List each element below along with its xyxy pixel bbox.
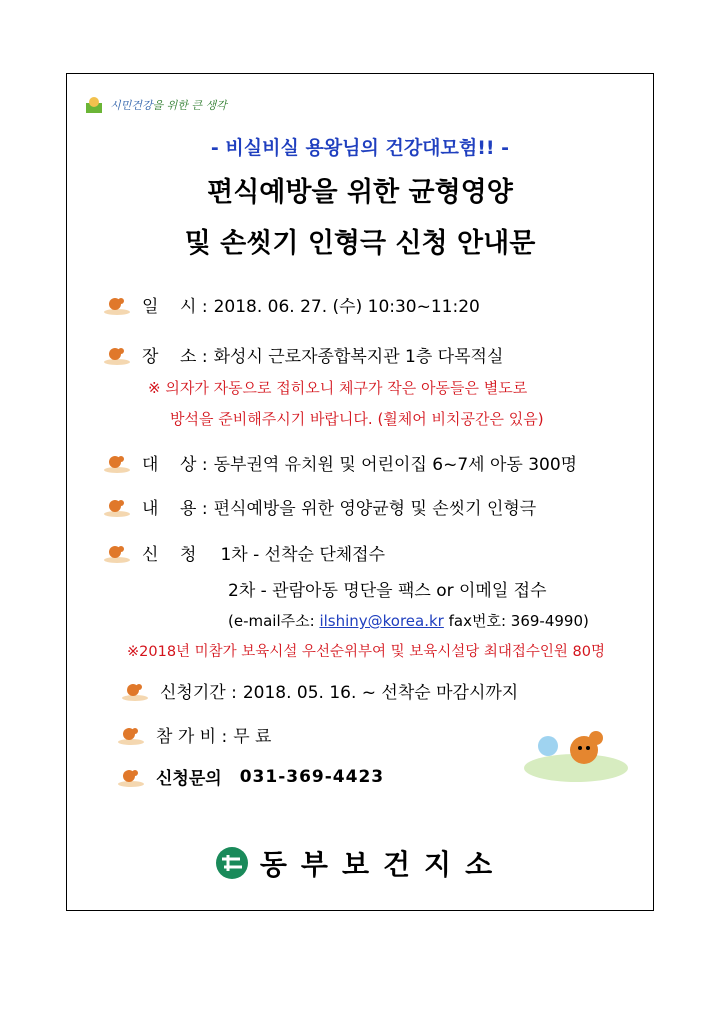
contact-suffix: fax번호: 369-4990) [443, 612, 589, 630]
content-label: 내 용 : [142, 499, 208, 519]
info-row-period [120, 678, 518, 703]
campaign-logo [84, 93, 227, 117]
character-bullet-icon [102, 496, 132, 518]
info-row-apply [102, 540, 385, 565]
apply-first-round: 1차 - 선착순 단체접수 [220, 545, 386, 565]
organization-name: 동부보건지소 [259, 848, 507, 881]
logo-text: 시민건강을 위한 큰 생각 [110, 99, 227, 112]
seating-notice-line-2: 방석을 준비해주시기 바랍니다. (휠체어 비치공간은 있음) [170, 410, 544, 428]
character-bullet-icon [120, 680, 150, 702]
fee-label: 참 가 비 : [156, 727, 228, 747]
apply-contact [228, 610, 589, 631]
inquiry-phone: 031-369-4423 [239, 766, 385, 787]
title-line-2: 및 손씻기 인형극 신청 안내문 [184, 228, 536, 259]
subtitle: - 비실비실 용왕님의 건강대모험!! - [210, 137, 510, 159]
contact-prefix: (e-mail주소: [228, 612, 320, 630]
apply-label: 신 청 [142, 545, 197, 565]
date-label: 일 시 : [142, 297, 208, 317]
character-bullet-icon [102, 344, 132, 366]
character-bullet-icon [116, 766, 146, 788]
period-label: 신청기간 : [160, 683, 237, 703]
info-row-content [102, 494, 536, 519]
period-value: 2018. 05. 16. ~ 선착순 마감시까지 [242, 683, 519, 703]
footer-organization [0, 843, 720, 883]
info-row-place [102, 342, 503, 367]
apply-second-round: 2차 - 관람아동 명단을 팩스 or 이메일 접수 [228, 581, 547, 601]
place-label: 장 소 : [142, 347, 208, 367]
character-bullet-icon [116, 724, 146, 746]
inquiry-label: 신청문의 [156, 769, 222, 789]
info-row-target [102, 450, 577, 475]
character-bullet-icon [102, 452, 132, 474]
fee-value: 무 료 [233, 727, 272, 747]
seating-notice-line-1: ※ 의자가 자동으로 접히오니 체구가 작은 아동들은 별도로 [148, 379, 528, 397]
info-row-inquiry [116, 764, 384, 789]
logo-mascot-icon [84, 95, 106, 115]
content-value: 편식예방을 위한 영양균형 및 손씻기 인형극 [213, 499, 537, 519]
character-bullet-icon [102, 294, 132, 316]
health-center-logo-icon [214, 845, 250, 881]
target-label: 대 상 : [142, 455, 208, 475]
date-value: 2018. 06. 27. (수) 10:30~11:20 [213, 297, 480, 317]
character-bullet-icon [102, 542, 132, 564]
info-row-fee [116, 722, 271, 747]
email-link[interactable]: ilshiny@korea.kr [319, 612, 444, 630]
target-value: 동부권역 유치원 및 어린이집 6~7세 아동 300명 [213, 455, 578, 475]
place-value: 화성시 근로자종합복지관 1층 다목적실 [213, 347, 504, 367]
title-line-1: 편식예방을 위한 균형영양 [207, 177, 513, 208]
info-row-date [102, 292, 480, 317]
priority-notice: ※2018년 미참가 보육시설 우선순위부여 및 보육시설당 최대접수인원 80명 [127, 644, 605, 660]
mascot-illustration [522, 722, 630, 784]
